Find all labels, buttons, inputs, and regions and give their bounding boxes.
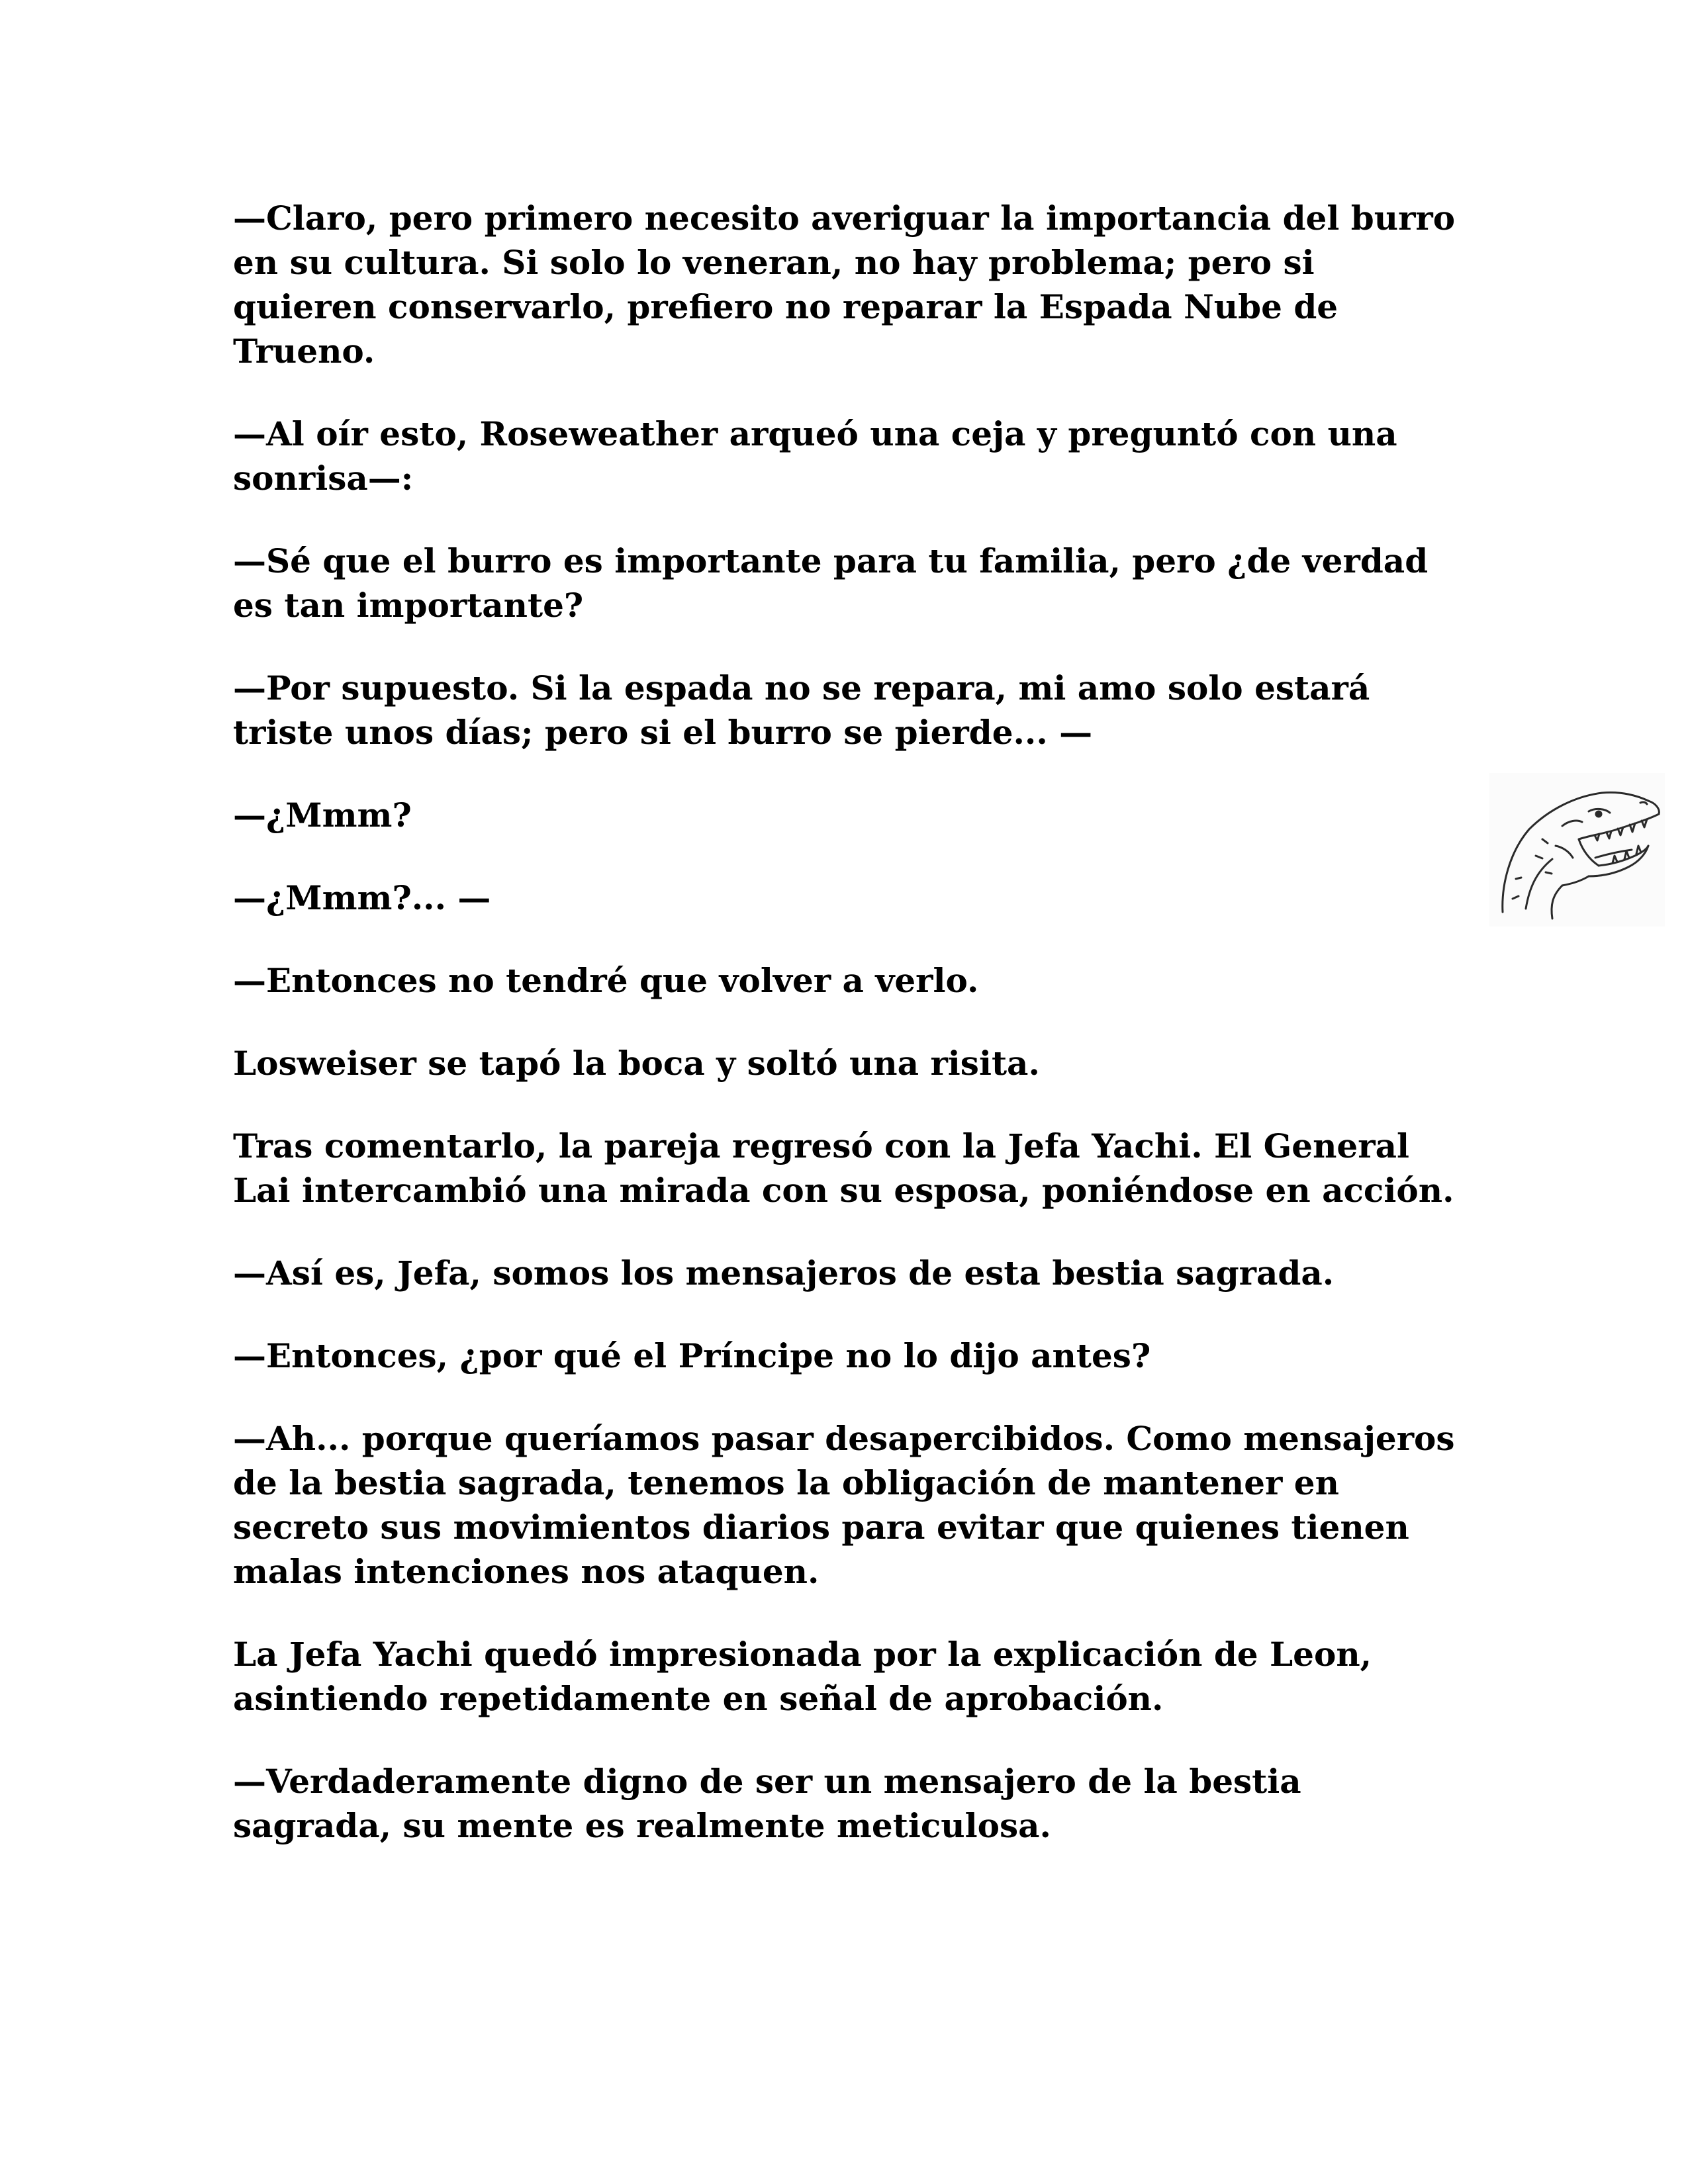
paragraph-12: —Ah... porque queríamos pasar desapercibidos. Como mensajeros de la bestia sagrada, tenemos la obligación de mantener en secreto sus movimientos diarios para evitar que quienes tienen malas intenciones nos ataquen. xyxy=(233,1419,1455,1591)
paragraph-1: —Claro, pero primero necesito averiguar la importancia del burro en su cultura. Si solo lo veneran, no hay problema; pero si quieren conservarlo, prefiero no reparar la Espada Nube de Trueno. xyxy=(233,199,1456,371)
document-body xyxy=(233,196,1464,1886)
paragraph-5: —¿Mmm? xyxy=(233,796,412,835)
paragraph-8: Losweiser se tapó la boca y soltó una risita. xyxy=(233,1044,1040,1083)
paragraph-14: —Verdaderamente digno de ser un mensajero de la bestia sagrada, su mente es realmente meticulosa. xyxy=(233,1762,1301,1845)
paragraph-3: —Sé que el burro es importante para tu familia, pero ¿de verdad es tan importante? xyxy=(233,541,1429,625)
paragraph-11: —Entonces, ¿por qué el Príncipe no lo dijo antes? xyxy=(233,1336,1151,1375)
paragraph-7: —Entonces no tendré que volver a verlo. xyxy=(233,961,979,1000)
dinosaur-head-sketch-icon xyxy=(1489,773,1665,927)
paragraph-13: La Jefa Yachi quedó impresionada por la explicación de Leon, asintiendo repetidamente en señal de aprobación. xyxy=(233,1635,1372,1718)
paragraph-4: —Por supuesto. Si la espada no se repara, mi amo solo estará triste unos días; pero si el burro se pierde... — xyxy=(233,668,1370,752)
paragraph-2: —Al oír esto, Roseweather arqueó una ceja y preguntó con una sonrisa—: xyxy=(233,414,1397,498)
paragraph-10: —Así es, Jefa, somos los mensajeros de esta bestia sagrada. xyxy=(233,1253,1335,1293)
paragraph-6: —¿Mmm?... — xyxy=(233,878,491,917)
paragraph-9: Tras comentarlo, la pareja regresó con la Jefa Yachi. El General Lai intercambió una mirada con su esposa, poniéndose en acción. xyxy=(233,1126,1454,1210)
